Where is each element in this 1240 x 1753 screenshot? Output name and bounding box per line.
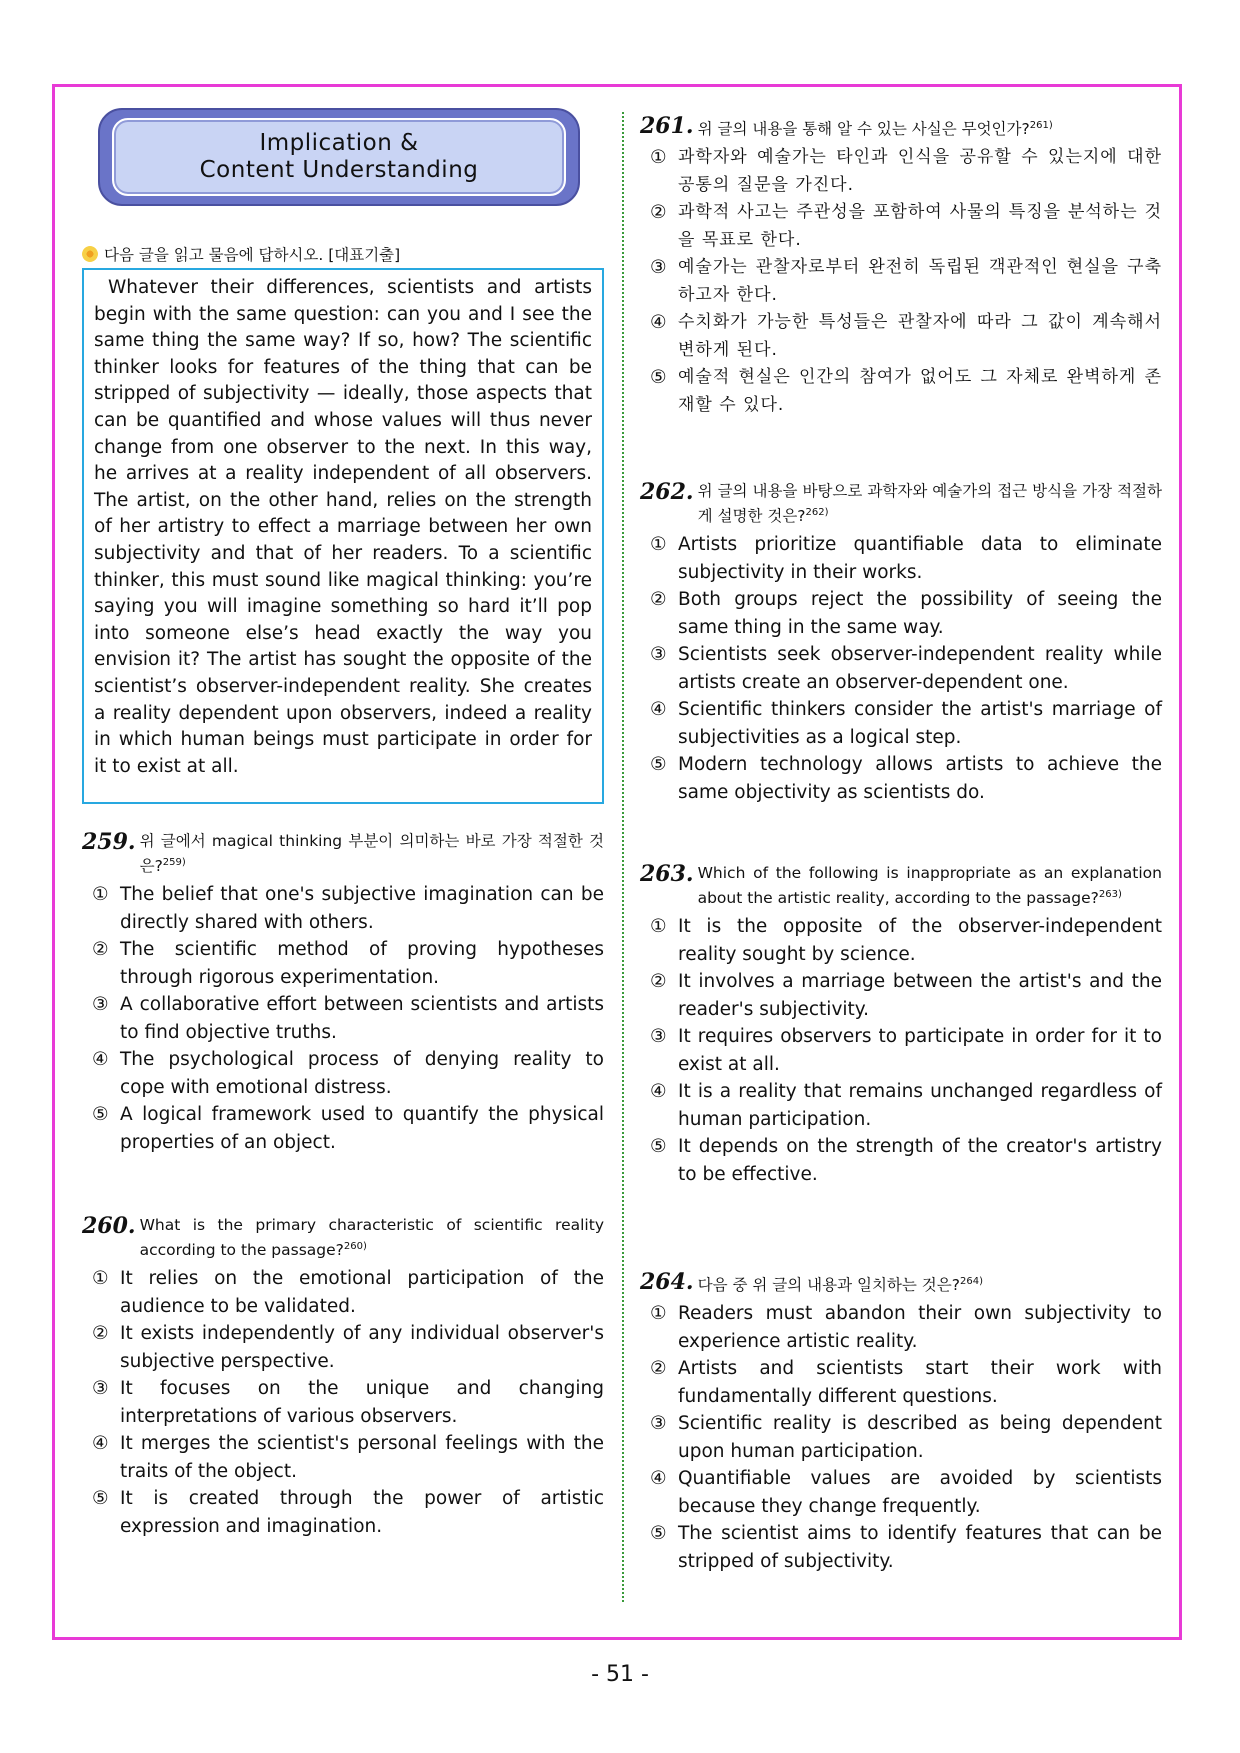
choice[interactable] — [82, 1101, 604, 1156]
choice[interactable] — [82, 991, 604, 1046]
question-263 — [640, 862, 1162, 1188]
choice-text: Scientific thinkers consider the artist's marriage of subjectivities as a logical step. — [678, 699, 1162, 748]
question-stem: 위 글에서 magical thinking 부분이 의미하는 바로 가장 적절한 것은? — [139, 832, 604, 876]
question-text — [698, 114, 1053, 140]
choice-text: Artists and scientists start their work with fundamentally different questions. — [678, 1358, 1162, 1407]
question-text — [698, 1270, 983, 1296]
reading-passage: Whatever their differences, scientists and artists begin with the same question: can you and I see the same thing the same way? If so, how? The scientific thinker looks for features of the thing that can be stripped of subjectivity — ideally, those aspects that can be quantified and whose values will thus never change from one observer to the next. In this way, he arrives at a reality independent of all observers. The artist, on the other hand, relies on the strength of her artistry to effect a marriage between her own subjectivity and that of her readers. To a scientific thinker, this must sound like magical thinking: you’re saying you will imagine something so hard it’ll pop into someone else’s head exactly the way you envision it? The artist has sought the opposite of the scientist’s observer-independent reality. She creates a reality dependent upon observers, indeed a reality in which human beings must participate in order for it to exist at all. — [82, 268, 604, 804]
choice-number: ② — [650, 1358, 667, 1380]
choice-text: 과학적 사고는 주관성을 포함하여 사물의 특징을 분석하는 것을 목표로 한다. — [678, 202, 1162, 250]
choice-number: ③ — [650, 1413, 667, 1435]
choice-number: ② — [650, 589, 667, 611]
choice[interactable] — [640, 199, 1162, 254]
question-stem: What is the primary characteristic of scientific reality according to the passage? — [139, 1216, 604, 1260]
choice[interactable] — [640, 1133, 1162, 1188]
choice-text: Modern technology allows artists to achieve the same objectivity as scientists do. — [678, 754, 1162, 803]
choice-number: ④ — [92, 1049, 109, 1071]
choice-text: The scientist aims to identify features that can be stripped of subjectivity. — [678, 1523, 1162, 1572]
section-banner-inner — [112, 118, 566, 196]
question-header — [82, 1214, 604, 1261]
question-stem: Which of the following is inappropriate as an explanation about the artistic reality, according to the passage? — [697, 864, 1162, 908]
choice-number: ① — [650, 534, 667, 556]
question-text — [140, 830, 604, 877]
choice[interactable] — [82, 1375, 604, 1430]
question-number: 262. — [640, 479, 694, 505]
choice[interactable] — [82, 1265, 604, 1320]
choice[interactable] — [640, 586, 1162, 641]
question-header — [640, 480, 1162, 527]
question-header — [640, 114, 1162, 140]
choice[interactable] — [640, 1355, 1162, 1410]
choice[interactable] — [82, 1430, 604, 1485]
choice-text: Artists prioritize quantifiable data to eliminate subjectivity in their works. — [678, 534, 1162, 583]
choice-text: Scientific reality is described as being dependent upon human participation. — [678, 1413, 1162, 1462]
choice-text: 예술가는 관찰자로부터 완전히 독립된 객관적인 현실을 구축하고자 한다. — [678, 257, 1162, 305]
choice-number: ① — [92, 1268, 109, 1290]
choice-number: ④ — [650, 1468, 667, 1490]
choice-text: The belief that one's subjective imagination can be directly shared with others. — [120, 884, 604, 933]
instruction-text: 다음 글을 읽고 물음에 답하시오. [대표기출] — [104, 246, 401, 264]
choice[interactable] — [640, 1465, 1162, 1520]
page-number: - 51 - — [591, 1662, 649, 1687]
choice-number: ② — [92, 939, 109, 961]
choice-text: It is the opposite of the observer-independent reality sought by science. — [678, 916, 1162, 965]
choice[interactable] — [640, 913, 1162, 968]
footnote-ref: 261) — [1029, 120, 1053, 131]
question-stem: 위 글의 내용을 통해 알 수 있는 사실은 무엇인가? — [697, 120, 1030, 139]
choice-number: ① — [650, 1303, 667, 1325]
question-number: 261. — [640, 113, 694, 139]
question-header — [82, 830, 604, 877]
section-title-line1: Implication & — [259, 130, 419, 156]
question-264 — [640, 1270, 1162, 1575]
choice-number: ③ — [650, 257, 667, 279]
choice-number: ② — [650, 202, 667, 224]
question-text — [140, 1214, 604, 1261]
choice-number: ⑤ — [650, 367, 667, 389]
choice[interactable] — [82, 936, 604, 991]
choice-list — [640, 144, 1162, 419]
choice[interactable] — [640, 531, 1162, 586]
question-number: 260. — [82, 1213, 136, 1239]
choice[interactable] — [640, 641, 1162, 696]
choice[interactable] — [640, 968, 1162, 1023]
choice-number: ④ — [92, 1433, 109, 1455]
choice-text: It exists independently of any individual observer's subjective perspective. — [120, 1323, 604, 1372]
choice-number: ② — [650, 971, 667, 993]
choice-number: ④ — [650, 312, 667, 334]
choice[interactable] — [82, 1485, 604, 1540]
choice[interactable] — [640, 1410, 1162, 1465]
question-header — [640, 862, 1162, 909]
choice[interactable] — [82, 1320, 604, 1375]
choice-text: The psychological process of denying reality to cope with emotional distress. — [120, 1049, 604, 1098]
choice-text: Scientists seek observer-independent reality while artists create an observer-dependent one. — [678, 644, 1162, 693]
choice-text: Both groups reject the possibility of seeing the same thing in the same way. — [678, 589, 1162, 638]
choice-number: ⑤ — [92, 1104, 109, 1126]
footnote-ref: 262) — [805, 507, 829, 518]
footnote-ref: 263) — [1098, 889, 1122, 900]
choice-number: ③ — [92, 994, 109, 1016]
choice-text: It involves a marriage between the artist's and the reader's subjectivity. — [678, 971, 1162, 1020]
choice-text: A logical framework used to quantify the physical properties of an object. — [120, 1104, 604, 1153]
question-stem: 다음 중 위 글의 내용과 일치하는 것은? — [697, 1276, 960, 1295]
choice-text: 과학자와 예술가는 타인과 인식을 공유할 수 있는지에 대한 공통의 질문을 가진다. — [678, 147, 1162, 195]
choice-text: Quantifiable values are avoided by scientists because they change frequently. — [678, 1468, 1162, 1517]
question-text — [698, 480, 1162, 527]
question-number: 264. — [640, 1269, 694, 1295]
question-number: 263. — [640, 861, 694, 887]
choice-text: The scientific method of proving hypotheses through rigorous experimentation. — [120, 939, 604, 988]
choice-list — [82, 1265, 604, 1540]
footnote-ref: 264) — [959, 1276, 983, 1287]
question-text — [698, 862, 1162, 909]
choice-number: ③ — [650, 1026, 667, 1048]
choice[interactable] — [640, 1520, 1162, 1575]
choice-text: It requires observers to participate in order for it to exist at all. — [678, 1026, 1162, 1075]
question-header — [640, 1270, 1162, 1296]
section-title-line2: Content Understanding — [199, 157, 479, 183]
choice-number: ① — [650, 147, 667, 169]
question-261 — [640, 114, 1162, 419]
choice[interactable] — [640, 144, 1162, 199]
question-260 — [82, 1214, 604, 1540]
question-262 — [640, 480, 1162, 806]
footnote-ref: 260) — [343, 1241, 367, 1252]
section-title — [200, 130, 479, 184]
choice-text: Readers must abandon their own subjectivity to experience artistic reality. — [678, 1303, 1162, 1352]
choice[interactable] — [82, 881, 604, 936]
choice-number: ⑤ — [92, 1488, 109, 1510]
choice-number: ④ — [650, 699, 667, 721]
column-divider — [622, 112, 624, 1602]
choice-text: It relies on the emotional participation of the audience to be validated. — [120, 1268, 604, 1317]
choice-text: It is a reality that remains unchanged regardless of human participation. — [678, 1081, 1162, 1130]
choice-text: 수치화가 가능한 특성들은 관찰자에 따라 그 값이 계속해서 변하게 된다. — [678, 312, 1162, 360]
choice[interactable] — [640, 1023, 1162, 1078]
choice-list — [640, 1300, 1162, 1575]
choice-number: ⑤ — [650, 1523, 667, 1545]
instruction — [82, 243, 400, 265]
choice-number: ① — [92, 884, 109, 906]
choice-text: A collaborative effort between scientists and artists to find objective truths. — [120, 994, 604, 1043]
footnote-ref: 259) — [162, 857, 186, 868]
choice-number: ② — [92, 1323, 109, 1345]
choice[interactable] — [640, 696, 1162, 751]
choice[interactable] — [82, 1046, 604, 1101]
choice-number: ③ — [92, 1378, 109, 1400]
choice-number: ④ — [650, 1081, 667, 1103]
choice-list — [640, 531, 1162, 806]
choice-text: It depends on the strength of the creator's artistry to be effective. — [678, 1136, 1162, 1185]
choice[interactable] — [640, 751, 1162, 806]
question-number: 259. — [82, 829, 136, 855]
question-stem: 위 글의 내용을 바탕으로 과학자와 예술가의 접근 방식을 가장 적절하게 설명한 것은? — [697, 482, 1162, 526]
choice-text: It merges the scientist's personal feelings with the traits of the object. — [120, 1433, 604, 1482]
question-259 — [82, 830, 604, 1156]
choice-number: ③ — [650, 644, 667, 666]
choice-text: It is created through the power of artistic expression and imagination. — [120, 1488, 604, 1537]
choice-list — [640, 913, 1162, 1188]
choice-number: ⑤ — [650, 1136, 667, 1158]
choice[interactable] — [640, 364, 1162, 419]
flower-icon — [82, 246, 98, 262]
choice-number: ⑤ — [650, 754, 667, 776]
choice[interactable] — [640, 1078, 1162, 1133]
choice-text: It focuses on the unique and changing interpretations of various observers. — [120, 1378, 604, 1427]
choice[interactable] — [640, 254, 1162, 309]
choice-text: 예술적 현실은 인간의 참여가 없어도 그 자체로 완벽하게 존재할 수 있다. — [678, 367, 1162, 415]
choice-number: ① — [650, 916, 667, 938]
choice[interactable] — [640, 1300, 1162, 1355]
section-banner — [98, 108, 580, 206]
choice[interactable] — [640, 309, 1162, 364]
choice-list — [82, 881, 604, 1156]
